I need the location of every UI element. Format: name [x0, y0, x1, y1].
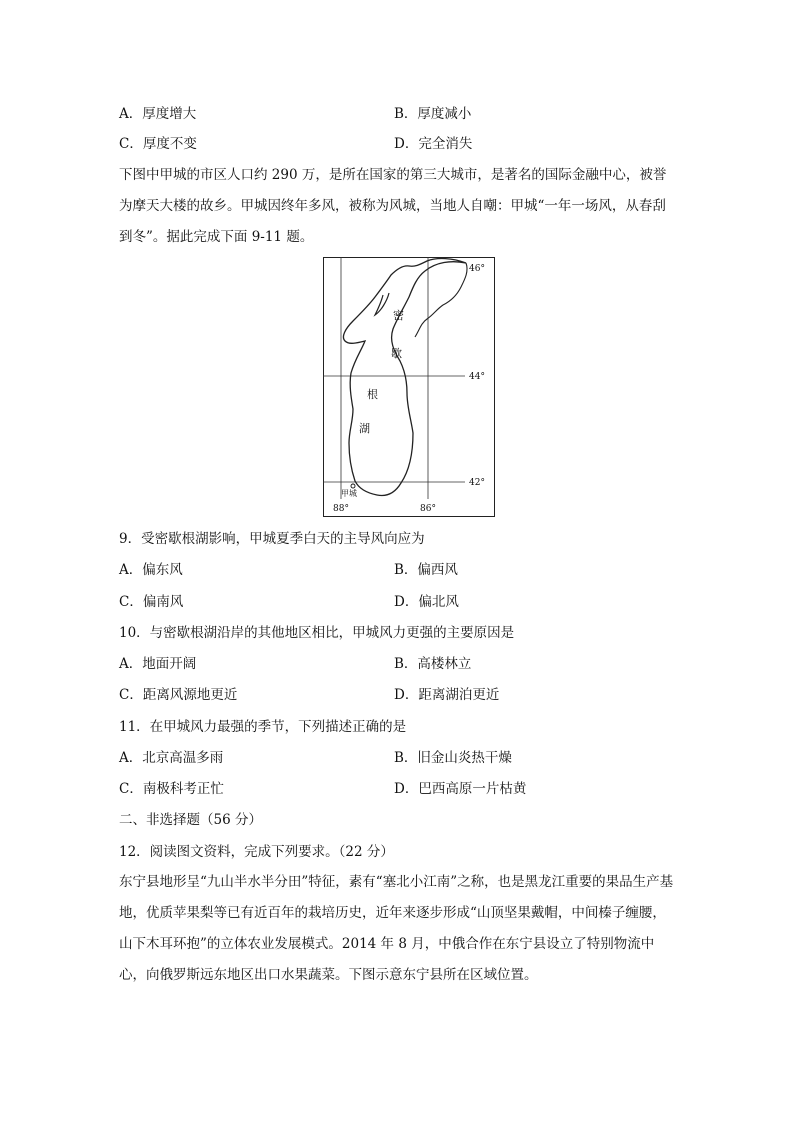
lat-label-44: 44°: [469, 372, 485, 382]
lake-michigan-map: [323, 257, 495, 517]
q9-option-b: B．偏西风: [394, 562, 458, 578]
q9-option-d: D．偏北风: [394, 594, 459, 610]
q11-option-c: C．南极科考正忙: [119, 781, 224, 797]
q8-option-d: D．完全消失: [394, 136, 473, 152]
q10-stem: 10．与密歇根湖沿岸的其他地区相比，甲城风力更强的主要原因是: [119, 625, 515, 641]
q8-option-c: C．厚度不变: [119, 136, 197, 152]
q8-option-b: B．厚度减小: [394, 106, 472, 122]
q11-option-a: A．北京高温多雨: [119, 750, 224, 766]
q11-option-d: D．巴西高原一片枯黄: [394, 781, 527, 797]
city-label: 甲城: [341, 489, 357, 498]
q12-stem: 12．阅读图文资料，完成下列要求。（22 分）: [119, 844, 394, 860]
q9-stem: 9．受密歇根湖影响，甲城夏季白天的主导风向应为: [119, 531, 425, 547]
q9-option-a: A．偏东风: [119, 562, 183, 578]
lat-label-46: 46°: [469, 264, 485, 274]
lon-label-88: 88°: [333, 504, 349, 514]
q10-option-c: C．距离风源地更近: [119, 687, 238, 703]
lake-char-4: 湖: [359, 422, 370, 435]
q8-option-a: A．厚度增大: [119, 106, 197, 122]
q10-option-b: B．高楼林立: [394, 656, 472, 672]
q10-option-d: D．距离湖泊更近: [394, 687, 500, 703]
lake-char-3: 根: [367, 388, 378, 401]
intro-paragraph: 下图中甲城的市区人口约 290 万，是所在国家的第三大城市，是著名的国际金融中心，被誉为摩天大楼的故乡。甲城因终年多风，被称为风城，当地人自嘲：甲城“一年一场风，从春刮到冬”。据此完成下面 9-11 题。: [119, 167, 667, 245]
q10-option-a: A．地面开阔: [119, 656, 197, 672]
lake-char-2: 歇: [391, 347, 402, 360]
q12-paragraph: 东宁县地形呈“九山半水半分田”特征，素有“塞北小江南”之称，也是黑龙江重要的果品生产基地，优质苹果梨等已有近百年的栽培历史，近年来逐步形成“山顶坚果戴帽，中间榛子缠腰，山下木耳环抱”的立体农业发展模式。2014 年 8 月，中俄合作在东宁县设立了特别物流中心，向俄罗斯远东地区出口水果蔬菜。下图示意东宁县所在区域位置。: [119, 874, 674, 983]
lake-char-1: 密: [393, 309, 404, 322]
lat-label-42: 42°: [469, 478, 485, 488]
q11-stem: 11．在甲城风力最强的季节，下列描述正确的是: [119, 719, 407, 735]
q11-option-b: B．旧金山炎热干燥: [394, 750, 512, 766]
lon-label-86: 86°: [420, 504, 436, 514]
section2-title: 二、非选择题（56 分）: [119, 812, 262, 828]
q9-option-c: C．偏南风: [119, 594, 184, 610]
